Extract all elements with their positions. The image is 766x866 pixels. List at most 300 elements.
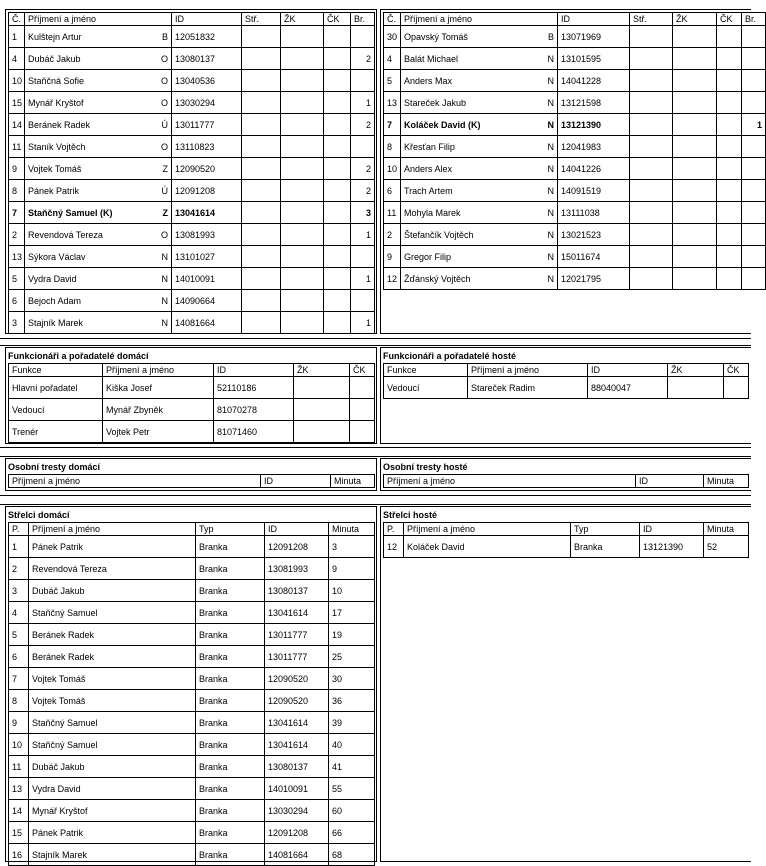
official-id: 81071460	[214, 421, 294, 443]
player-ck	[717, 202, 742, 224]
player-br: 2	[351, 48, 375, 70]
player-br: 1	[351, 312, 375, 334]
player-position: Ú	[161, 119, 168, 130]
col-type: Typ	[196, 523, 265, 536]
player-position: N	[547, 53, 554, 64]
player-row	[9, 202, 375, 224]
player-name-cell	[25, 180, 172, 202]
player-name: Žďánský Vojtěch	[404, 273, 471, 284]
player-id: 13101595	[558, 48, 630, 70]
player-id: 13101027	[172, 246, 242, 268]
player-name: Mohyla Marek	[404, 207, 461, 218]
player-br: 2	[351, 158, 375, 180]
scorer-minute: 66	[329, 822, 375, 844]
scorer-id: 13030294	[265, 800, 329, 822]
player-name: Stareček Jakub	[404, 97, 467, 108]
scorer-minute: 19	[329, 624, 375, 646]
player-ck	[324, 246, 351, 268]
player-str	[242, 180, 281, 202]
player-id: 12051832	[172, 26, 242, 48]
player-ck	[717, 158, 742, 180]
official-function: Hlavní pořadatel	[9, 377, 103, 399]
player-str	[630, 268, 673, 290]
player-zk	[673, 136, 717, 158]
player-str	[242, 224, 281, 246]
player-br	[351, 136, 375, 158]
player-number: 14	[9, 114, 25, 136]
scorer-minute: 9	[329, 558, 375, 580]
player-name-cell	[25, 268, 172, 290]
official-function: Vedoucí	[384, 377, 468, 399]
player-br	[742, 26, 766, 48]
scorer-name: Dubáč Jakub	[29, 580, 196, 602]
separator	[0, 338, 751, 339]
player-ck	[324, 268, 351, 290]
player-id: 14041228	[558, 70, 630, 92]
separator	[0, 495, 751, 496]
player-name: Revendová Tereza	[28, 229, 103, 240]
scorer-type: Branka	[196, 822, 265, 844]
player-number: 11	[9, 136, 25, 158]
player-id: 13011777	[172, 114, 242, 136]
player-position: N	[547, 97, 554, 108]
player-ck	[324, 48, 351, 70]
player-row	[9, 136, 375, 158]
col-id: ID	[265, 523, 329, 536]
scorer-name: Staňčný Samuel	[29, 602, 196, 624]
col-zk: ŽK	[668, 364, 724, 377]
scorer-type: Branka	[571, 536, 640, 558]
player-id: 14041226	[558, 158, 630, 180]
player-position: N	[547, 75, 554, 86]
player-name-cell	[401, 92, 558, 114]
player-position: O	[160, 141, 168, 152]
player-zk	[281, 92, 324, 114]
player-number: 9	[384, 246, 401, 268]
player-ck	[717, 70, 742, 92]
player-ck	[717, 136, 742, 158]
col-name: Příjmení a jméno	[384, 475, 636, 488]
player-name-cell	[25, 136, 172, 158]
player-position: N	[547, 119, 554, 130]
scorer-id: 13011777	[265, 624, 329, 646]
player-br	[742, 202, 766, 224]
official-name: Kiška Josef	[103, 377, 214, 399]
scorer-order: 5	[9, 624, 29, 646]
player-str	[242, 246, 281, 268]
scorer-name: Beránek Radek	[29, 646, 196, 668]
player-row	[384, 202, 766, 224]
player-position: N	[161, 273, 168, 284]
player-number: 5	[9, 268, 25, 290]
player-id: 14081664	[172, 312, 242, 334]
scorer-order: 4	[9, 602, 29, 624]
player-number: 7	[384, 114, 401, 136]
player-row	[9, 158, 375, 180]
player-position: Ú	[161, 185, 168, 196]
scorer-name: Mynář Kryštof	[29, 800, 196, 822]
player-row	[9, 26, 375, 48]
col-id: ID	[640, 523, 704, 536]
home-scorers-frame	[5, 506, 377, 862]
scorer-id: 13080137	[265, 580, 329, 602]
player-position: O	[160, 75, 168, 86]
player-str	[630, 92, 673, 114]
player-ck	[717, 246, 742, 268]
player-id: 13110823	[172, 136, 242, 158]
col-id: ID	[558, 13, 630, 26]
player-number: 8	[384, 136, 401, 158]
player-name-cell	[401, 268, 558, 290]
player-zk	[281, 180, 324, 202]
player-ck	[324, 26, 351, 48]
col-minute: Minuta	[704, 523, 749, 536]
scorer-order: 8	[9, 690, 29, 712]
player-zk	[281, 114, 324, 136]
col-minute: Minuta	[329, 523, 375, 536]
player-ck	[717, 26, 742, 48]
player-id: 12021795	[558, 268, 630, 290]
player-row	[9, 92, 375, 114]
player-br	[351, 26, 375, 48]
player-row	[9, 246, 375, 268]
player-name: Staňčná Sofie	[28, 75, 85, 86]
scorer-name: Staňčný Samuel	[29, 712, 196, 734]
official-name: Stareček Radim	[468, 377, 588, 399]
player-id: 15011674	[558, 246, 630, 268]
scorer-minute: 39	[329, 712, 375, 734]
player-ck	[717, 114, 742, 136]
player-name-cell	[401, 202, 558, 224]
player-row	[384, 246, 766, 268]
col-name: Příjmení a jméno	[468, 364, 588, 377]
player-zk	[281, 26, 324, 48]
scorer-name: Stajník Marek	[29, 844, 196, 866]
player-name-cell	[25, 202, 172, 224]
player-br	[351, 70, 375, 92]
home-scorers-title: Střelci domácí	[8, 510, 70, 520]
player-str	[630, 70, 673, 92]
scorer-order: 11	[9, 756, 29, 778]
player-str	[630, 224, 673, 246]
player-number: 30	[384, 26, 401, 48]
player-row	[384, 224, 766, 246]
col-zk: ŽK	[673, 13, 717, 26]
player-str	[242, 70, 281, 92]
home-roster	[8, 12, 375, 334]
separator	[0, 447, 751, 448]
player-zk	[673, 48, 717, 70]
player-name: Opavský Tomáš	[404, 31, 468, 42]
player-str	[242, 312, 281, 334]
player-str	[242, 290, 281, 312]
away-roster-table	[383, 12, 766, 290]
player-row	[9, 70, 375, 92]
player-number: 13	[9, 246, 25, 268]
player-br	[351, 290, 375, 312]
player-str	[630, 26, 673, 48]
scorer-type: Branka	[196, 778, 265, 800]
player-row	[9, 224, 375, 246]
scorer-type: Branka	[196, 800, 265, 822]
player-ck	[324, 290, 351, 312]
away-penalties-title: Osobní tresty hosté	[383, 462, 468, 472]
scorer-id: 13011777	[265, 646, 329, 668]
col-name: Příjmení a jméno	[9, 475, 261, 488]
player-zk	[673, 246, 717, 268]
scorer-order: 1	[9, 536, 29, 558]
player-zk	[281, 136, 324, 158]
player-name: Trach Artem	[404, 185, 453, 196]
player-str	[242, 92, 281, 114]
col-name: Příjmení a jméno	[103, 364, 214, 377]
separator	[0, 345, 751, 346]
player-number: 3	[9, 312, 25, 334]
player-id: 13121390	[558, 114, 630, 136]
player-row	[384, 48, 766, 70]
scorer-name: Revendová Tereza	[29, 558, 196, 580]
player-br: 2	[351, 114, 375, 136]
player-position: Z	[162, 163, 168, 174]
scorer-order: 10	[9, 734, 29, 756]
col-name: Příjmení a jméno	[29, 523, 196, 536]
player-br: 2	[351, 180, 375, 202]
player-br	[742, 158, 766, 180]
col-ck: ČK	[324, 13, 351, 26]
scorer-id: 13041614	[265, 602, 329, 624]
scorer-minute: 3	[329, 536, 375, 558]
player-position: N	[547, 207, 554, 218]
player-str	[242, 268, 281, 290]
player-str	[630, 180, 673, 202]
scorer-id: 12091208	[265, 536, 329, 558]
col-str: Stř.	[242, 13, 281, 26]
col-p: P.	[9, 523, 29, 536]
player-name: Křesťan Filip	[404, 141, 455, 152]
player-position: B	[161, 31, 168, 42]
player-ck	[324, 70, 351, 92]
player-number: 9	[9, 158, 25, 180]
player-number: 7	[9, 202, 25, 224]
player-br: 3	[351, 202, 375, 224]
home-roster-table	[8, 12, 375, 334]
player-name-cell	[401, 114, 558, 136]
player-id: 13121598	[558, 92, 630, 114]
col-zk: ŽK	[281, 13, 324, 26]
player-position: N	[547, 141, 554, 152]
player-id: 13071969	[558, 26, 630, 48]
player-name-cell	[401, 224, 558, 246]
scorer-id: 13081993	[265, 558, 329, 580]
player-str	[242, 26, 281, 48]
player-zk	[281, 268, 324, 290]
player-ck	[324, 180, 351, 202]
scorer-id: 13041614	[265, 712, 329, 734]
player-zk	[281, 246, 324, 268]
scorer-type: Branka	[196, 756, 265, 778]
scorer-name: Vojtek Tomáš	[29, 668, 196, 690]
player-position: N	[161, 295, 168, 306]
player-name: Vydra David	[28, 273, 77, 284]
scorer-type: Branka	[196, 734, 265, 756]
player-zk	[281, 70, 324, 92]
player-name-cell	[25, 224, 172, 246]
player-row	[384, 92, 766, 114]
player-name-cell	[25, 48, 172, 70]
player-ck	[717, 180, 742, 202]
player-zk	[673, 180, 717, 202]
player-name: Mynář Kryštof	[28, 97, 84, 108]
scorer-minute: 17	[329, 602, 375, 624]
player-name: Anders Alex	[404, 163, 453, 174]
player-name: Staník Vojtěch	[28, 141, 86, 152]
away-scorers-title: Střelci hosté	[383, 510, 438, 520]
player-number: 11	[384, 202, 401, 224]
player-name-cell	[25, 312, 172, 334]
player-number: 15	[9, 92, 25, 114]
player-position: Z	[162, 207, 168, 218]
player-str	[630, 48, 673, 70]
player-ck	[717, 92, 742, 114]
col-br: Br.	[351, 13, 375, 26]
player-br	[742, 48, 766, 70]
player-name-cell	[25, 70, 172, 92]
player-ck	[324, 202, 351, 224]
player-position: N	[547, 251, 554, 262]
player-br	[742, 70, 766, 92]
player-row	[9, 114, 375, 136]
player-br	[742, 136, 766, 158]
col-num: Č.	[9, 13, 25, 26]
player-name: Beránek Radek	[28, 119, 91, 130]
col-name: Příjmení a jméno	[401, 13, 558, 26]
player-position: N	[547, 163, 554, 174]
player-ck	[324, 92, 351, 114]
player-name: Gregor Filip	[404, 251, 452, 262]
scorer-name: Staňčný Samuel	[29, 734, 196, 756]
home-penalties-frame	[5, 458, 377, 491]
official-name: Vojtek Petr	[103, 421, 214, 443]
player-position: N	[547, 229, 554, 240]
away-scorers-frame	[380, 506, 751, 862]
scorer-order: 16	[9, 844, 29, 866]
player-number: 8	[9, 180, 25, 202]
player-name-cell	[401, 136, 558, 158]
player-row	[384, 180, 766, 202]
player-br: 1	[351, 268, 375, 290]
player-name: Štefančík Vojtěch	[404, 229, 474, 240]
col-func: Funkce	[384, 364, 468, 377]
scorer-order: 15	[9, 822, 29, 844]
scorer-type: Branka	[196, 536, 265, 558]
player-name-cell	[401, 48, 558, 70]
player-position: N	[161, 317, 168, 328]
col-p: P.	[384, 523, 404, 536]
player-zk	[673, 224, 717, 246]
player-name: Kulštejn Artur	[28, 31, 82, 42]
player-ck	[717, 48, 742, 70]
player-name: Sýkora Václav	[28, 251, 86, 262]
scorer-id: 13080137	[265, 756, 329, 778]
player-ck	[717, 268, 742, 290]
official-id: 88040047	[588, 377, 668, 399]
player-position: N	[161, 251, 168, 262]
official-id: 52110186	[214, 377, 294, 399]
player-name-cell	[401, 246, 558, 268]
scorer-minute: 52	[704, 536, 749, 558]
away-officials-frame	[380, 347, 751, 444]
player-name-cell	[401, 70, 558, 92]
player-id: 14010091	[172, 268, 242, 290]
player-number: 6	[384, 180, 401, 202]
player-str	[242, 48, 281, 70]
player-zk	[673, 70, 717, 92]
player-row	[384, 70, 766, 92]
player-ck	[717, 224, 742, 246]
scorer-order: 7	[9, 668, 29, 690]
player-position: O	[160, 97, 168, 108]
scorer-type: Branka	[196, 580, 265, 602]
player-row	[384, 136, 766, 158]
player-id: 13021523	[558, 224, 630, 246]
scorer-name: Vojtek Tomáš	[29, 690, 196, 712]
player-str	[242, 158, 281, 180]
player-zk	[281, 158, 324, 180]
player-zk	[281, 48, 324, 70]
col-zk: ŽK	[294, 364, 350, 377]
player-id: 14091519	[558, 180, 630, 202]
scorer-id: 12090520	[265, 690, 329, 712]
col-br: Br.	[742, 13, 766, 26]
player-number: 10	[384, 158, 401, 180]
player-br	[742, 92, 766, 114]
player-br	[742, 268, 766, 290]
scorer-minute: 55	[329, 778, 375, 800]
scorer-order: 13	[9, 778, 29, 800]
player-name: Anders Max	[404, 75, 453, 86]
player-zk	[673, 26, 717, 48]
scorer-type: Branka	[196, 624, 265, 646]
player-position: N	[547, 185, 554, 196]
scorer-minute: 60	[329, 800, 375, 822]
scorer-id: 12090520	[265, 668, 329, 690]
scorer-order: 6	[9, 646, 29, 668]
col-id: ID	[214, 364, 294, 377]
player-number: 12	[384, 268, 401, 290]
player-id: 13111038	[558, 202, 630, 224]
player-zk	[281, 290, 324, 312]
col-num: Č.	[384, 13, 401, 26]
player-name-cell	[25, 26, 172, 48]
scorer-order: 3	[9, 580, 29, 602]
scorer-minute: 10	[329, 580, 375, 602]
player-name-cell	[401, 158, 558, 180]
player-name: Balát Michael	[404, 53, 459, 64]
separator	[0, 504, 751, 505]
away-officials-title: Funkcionáři a pořadatelé hosté	[383, 351, 517, 361]
home-officials-title: Funkcionáři a pořadatelé domácí	[8, 351, 149, 361]
player-row	[384, 268, 766, 290]
player-number: 4	[384, 48, 401, 70]
player-row	[384, 158, 766, 180]
official-function: Vedoucí	[9, 399, 103, 421]
player-id: 13030294	[172, 92, 242, 114]
scorer-type: Branka	[196, 646, 265, 668]
scorer-type: Branka	[196, 602, 265, 624]
scorer-id: 13121390	[640, 536, 704, 558]
scorer-name: Koláček David	[404, 536, 571, 558]
player-name: Vojtek Tomáš	[28, 163, 82, 174]
